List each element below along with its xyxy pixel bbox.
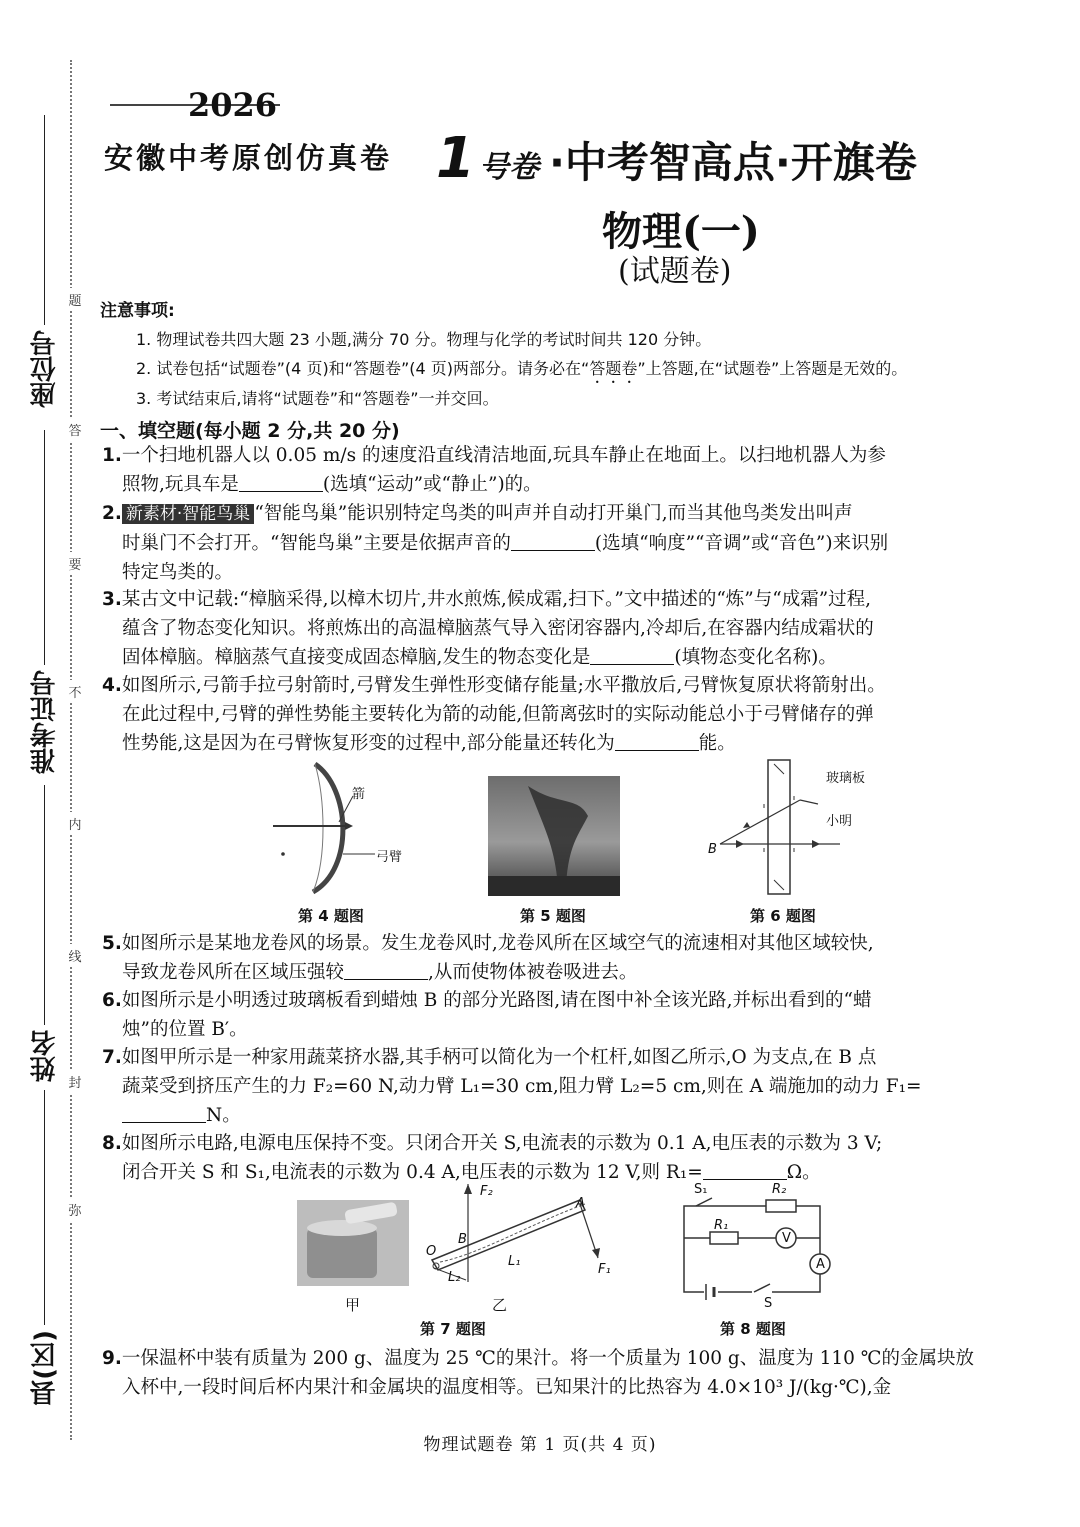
answer-blank[interactable] xyxy=(511,532,595,551)
answer-blank[interactable] xyxy=(344,961,428,980)
question-1: 1.一个扫地机器人以 0.05 m/s 的速度沿直线清洁地面,玩具车静止在地面上。以扫地机器人为参 照物,玩具车是 (选填“运动”或“静止”)的。 xyxy=(102,445,886,495)
figure-5-tornado-photo xyxy=(488,776,620,896)
seat-number-label: 座位号 xyxy=(30,330,60,408)
emphasis-text: 答题卷 xyxy=(589,359,638,378)
light-ray-oblique xyxy=(720,800,800,844)
fig6-glass-label: 玻璃板 xyxy=(826,771,866,786)
figure-4-caption: 第 4 题图 xyxy=(298,907,364,925)
figure-7-caption: 第 7 题图 xyxy=(420,1320,486,1338)
fig6-point-b: B xyxy=(708,842,717,857)
seal-char: 不 xyxy=(66,680,84,703)
figure-8-caption: 第 8 题图 xyxy=(720,1320,786,1338)
figure-7-squeezer-photo xyxy=(297,1200,409,1286)
name-label: 姓名 xyxy=(30,1030,60,1082)
fig6-person-label: 小明 xyxy=(826,814,853,829)
resistor-r1 xyxy=(710,1232,738,1244)
seal-char: 弥 xyxy=(66,1198,84,1221)
seal-char: 线 xyxy=(66,944,84,967)
notice-item-2: 2. 试卷包括“试题卷”(4 页)和“答题卷”(4 页)两部分。请务必在“答题卷”上答题,在“试题卷”上答题是无效的。 xyxy=(136,359,908,378)
subject-title: 物理(一) xyxy=(602,208,760,255)
seal-char: 答 xyxy=(66,418,84,441)
series-number: 1 xyxy=(436,126,475,191)
series-hao: 号卷 xyxy=(478,150,539,185)
exam-year: 2026 xyxy=(188,86,278,124)
question-9: 9.一保温杯中装有质量为 200 g、温度为 25 ℃的果汁。将一个质量为 100 g、温度为 110 ℃的金属块放 入杯中,一段时间后杯内果汁和金属块的温度相等。已知果汁的比热容为 4.0×10³ J/(kg·℃),金 xyxy=(102,1348,975,1398)
exam-brand: 安徽中考原创仿真卷 xyxy=(104,141,393,175)
fig7-f2-label: F₂ xyxy=(480,1184,493,1199)
exam-id-line xyxy=(44,430,45,665)
fig7-yi-label: 乙 xyxy=(492,1296,508,1314)
fig4-arm-label: 弓臂 xyxy=(376,850,403,865)
seal-char: 题 xyxy=(66,288,84,311)
fig8-s1-label: S₁ xyxy=(694,1182,708,1197)
question-6: 6.如图所示是小明透过玻璃板看到蜡烛 B 的部分光路图,请在图中补全该光路,并标出看到的“蜡 烛”的位置 B′。 xyxy=(102,990,872,1040)
question-2: 2. 新素材·智能鸟巢 “智能鸟巢”能识别特定鸟类的叫声并自动打开巢门,而当其他鸟类发出叫声 时巢门不会打开。“智能鸟巢”主要是依据声音的 (选填“响度”“音调”或“音色”)来识别 特定鸟类的。 xyxy=(102,503,889,583)
seat-number-field[interactable] xyxy=(44,115,45,325)
fig7-f1-label: F₁ xyxy=(598,1262,611,1277)
bow-dot xyxy=(281,852,285,856)
binding-dotted-line xyxy=(70,60,72,1440)
bow-string xyxy=(313,764,323,892)
fig8-r1-label: R₁ xyxy=(714,1218,729,1233)
answer-blank[interactable] xyxy=(615,732,699,751)
question-3: 3.某古文中记载:“樟脑采得,以樟木切片,井水煎炼,候成霜,扫下。”文中描述的“炼”与“成霜”过程, 蕴含了物态变化知识。将煎炼出的高温樟脑蒸气导入密闭容器内,冷却后,在容器内结成霜状的 固体樟脑。樟脑蒸气直接变成固态樟脑,发生的物态变化是 (填物态变化名称)。 xyxy=(102,589,874,668)
figure-4-bow xyxy=(255,758,415,898)
resistor-r2 xyxy=(766,1200,796,1212)
answer-blank[interactable] xyxy=(239,473,323,492)
series-name: ·中考智高点·开旗卷 xyxy=(548,138,917,187)
answer-blank[interactable] xyxy=(122,1104,206,1123)
answer-blank[interactable] xyxy=(703,1161,787,1180)
bow-arm xyxy=(313,764,343,892)
paper-type: (试题卷) xyxy=(618,254,732,289)
notice-item-3: 3. 考试结束后,请将“试题卷”和“答题卷”一并交回。 xyxy=(136,389,499,408)
seal-char: 要 xyxy=(66,552,84,575)
fig8-r2-label: R₂ xyxy=(772,1182,787,1197)
figure-6-caption: 第 6 题图 xyxy=(750,907,816,925)
page-footer: 物理试题卷 第 1 页(共 4 页) xyxy=(423,1435,657,1455)
fig7-a-label: A xyxy=(576,1196,585,1211)
series-title xyxy=(436,126,917,191)
fig7-l2-label: L₂ xyxy=(448,1270,461,1285)
glass-plate xyxy=(768,760,790,894)
question-5: 5.如图所示是某地龙卷风的场景。发生龙卷风时,龙卷风所在区域空气的流速相对其他区域较快, 导致龙卷风所在区域压强较 ,从而使物体被卷吸进去。 xyxy=(102,933,874,983)
figure-5-caption: 第 5 题图 xyxy=(520,907,586,925)
question-7: 7.如图甲所示是一种家用蔬菜挤水器,其手柄可以简化为一个杠杆,如图乙所示,O 为支点,在 B 点 蔬菜受到挤压产生的力 F₂=60 N,动力臂 L₁=30 cm,阻力臂 L₂=5 cm,则在 A 端施加的动力 F₁= N。 xyxy=(102,1047,922,1126)
arrow-head xyxy=(345,822,353,830)
switch-s1 xyxy=(696,1198,712,1206)
fig7-l1-label: L₁ xyxy=(508,1254,521,1269)
name-field[interactable] xyxy=(44,1090,45,1325)
fig8-a-label: A xyxy=(816,1257,825,1272)
seal-char: 内 xyxy=(66,812,84,835)
fig7-b-label: B xyxy=(458,1232,467,1247)
exam-id-field[interactable] xyxy=(44,785,45,1025)
new-material-tag: 新素材·智能鸟巢 xyxy=(122,504,254,524)
fig8-v-label: V xyxy=(782,1231,791,1246)
notice-title: 注意事项: xyxy=(100,301,175,321)
county-label: 县(区) xyxy=(30,1330,60,1406)
answer-blank[interactable] xyxy=(590,646,674,665)
question-8: 8.如图所示电路,电源电压保持不变。只闭合开关 S,电流表的示数为 0.1 A,电压表的示数为 3 V; 闭合开关 S 和 S₁,电流表的示数为 0.4 A,电压表的示数为 12 V,则 R₁= Ω。 xyxy=(102,1133,883,1183)
question-4: 4.如图所示,弓箭手拉弓射箭时,弓臂发生弹性形变储存能量;水平撒放后,弓臂恢复原状将箭射出。 在此过程中,弓臂的弹性势能主要转化为箭的动能,但箭离弦时的实际动能总小于弓臂储存的弹 性势能,这是因为在弓臂恢复形变的过程中,部分能量还转化为 能。 xyxy=(102,675,886,754)
fig8-s-label: S xyxy=(764,1296,773,1311)
fig4-arrow-label: 箭 xyxy=(352,787,366,802)
exam-id-label: 准考证号 xyxy=(30,670,60,774)
seal-char: 封 xyxy=(66,1070,84,1093)
notice-item-1: 1. 物理试卷共四大题 23 小题,满分 70 分。物理与化学的考试时间共 120 分钟。 xyxy=(136,330,712,349)
section-heading: 一、填空题(每小题 2 分,共 20 分) xyxy=(100,420,400,442)
figure-8-circuit xyxy=(682,1196,832,1296)
fig7-jia-label: 甲 xyxy=(345,1296,361,1314)
fig7-o-label: O xyxy=(426,1244,437,1259)
